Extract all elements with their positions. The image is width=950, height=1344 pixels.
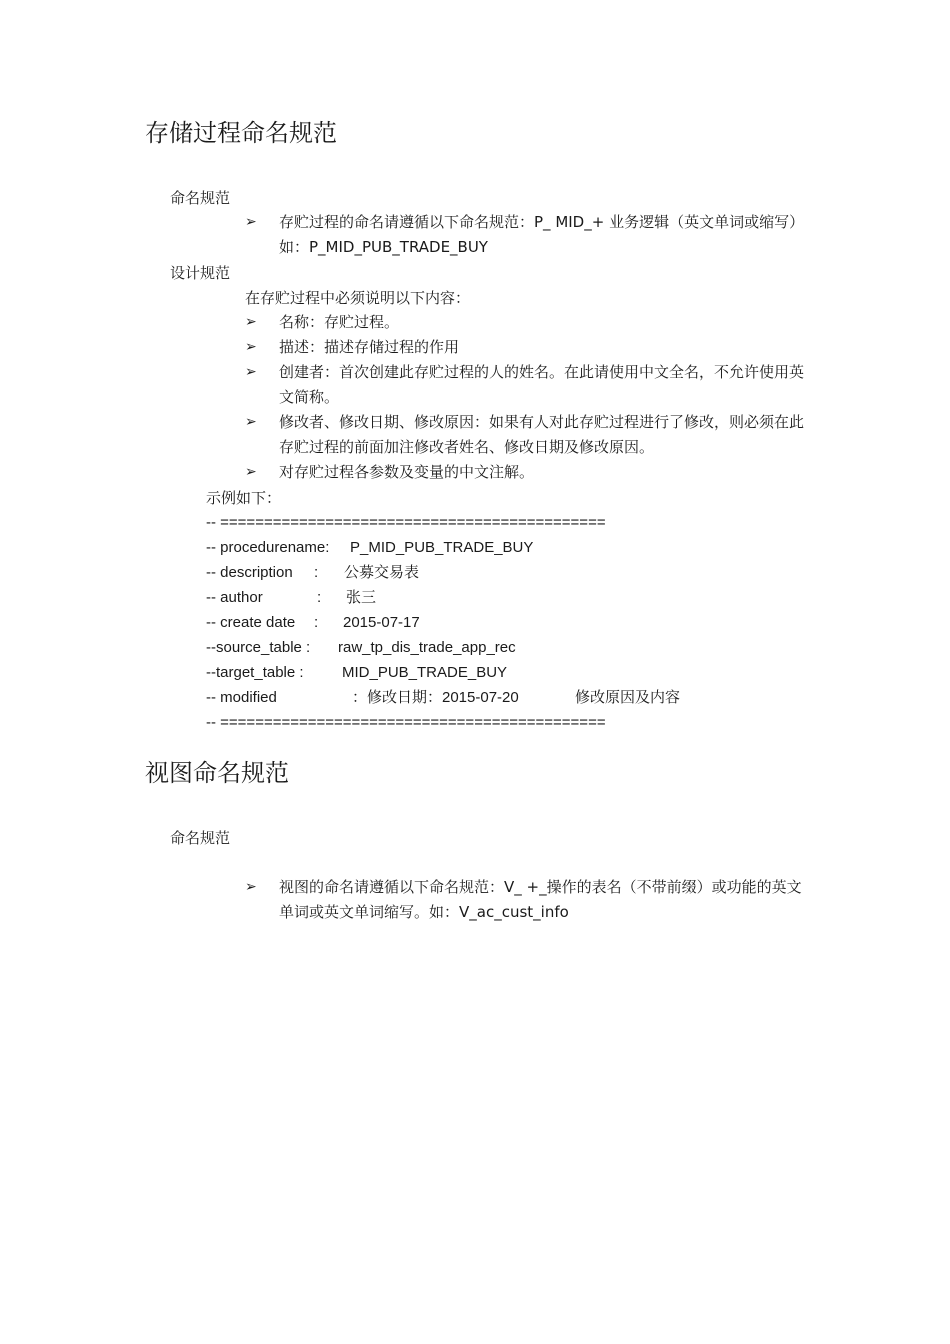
naming-heading: 命名规范 (170, 189, 231, 207)
example-value: MID_PUB_TRADE_BUY (342, 664, 508, 681)
bullet-text: 创建者：首次创建此存贮过程的人的姓名。在此请使用中文全名，不允许使用英文简称。 (279, 363, 805, 406)
example-value: 2015-07-17 (343, 614, 420, 631)
example-value: 张三 (346, 589, 377, 606)
example-key: -- description (206, 564, 293, 581)
example-key: -- modified (206, 689, 277, 706)
bullet-text: 描述：描述存储过程的作用 (279, 338, 460, 356)
arrowhead-bullet-icon: ➢ (245, 339, 257, 355)
bullet-text: 修改者、修改日期、修改原因：如果有人对此存贮过程进行了修改，则必须在此存贮过程的前面加注修改者姓名、修改日期及修改原因。 (279, 413, 805, 456)
example-separator: : (314, 564, 319, 581)
example-value: 公募交易表 (344, 564, 420, 581)
arrowhead-bullet-icon: ➢ (245, 414, 257, 430)
example-key: -- author (206, 589, 263, 606)
example-key: -- create date (206, 614, 296, 631)
example-value: ：修改日期：2015-07-20 (352, 689, 519, 706)
bullet-text: 对存贮过程各参数及变量的中文注解。 (279, 463, 535, 481)
bullet-text: 名称：存贮过程。 (279, 313, 400, 331)
design-heading: 设计规范 (170, 264, 231, 282)
bullet-text: 存贮过程的命名请遵循以下命名规范：P_ MID_+ 业务逻辑（英文单词或缩写） 如：P_MID_PUB_TRADE_BUY (279, 213, 805, 256)
example-value: raw_tp_dis_trade_app_rec (338, 639, 516, 656)
example-border-top: -- ============================================ (206, 514, 606, 531)
example-value: P_MID_PUB_TRADE_BUY (350, 539, 534, 556)
example-source-table-line (206, 638, 606, 658)
example-separator: : (314, 614, 319, 631)
example-target-table-line (206, 663, 606, 683)
design-intro: 在存贮过程中必须说明以下内容： (245, 289, 471, 307)
example-label: 示例如下： (206, 489, 282, 507)
arrowhead-bullet-icon: ➢ (245, 314, 257, 330)
example-border-bottom: -- ============================================ (206, 714, 606, 731)
arrowhead-bullet-icon: ➢ (245, 214, 257, 230)
section-title-stored-procedure: 存储过程命名规范 (145, 119, 337, 147)
example-procedurename-line (206, 538, 606, 558)
example-modified-reason: 修改原因及内容 (575, 689, 681, 706)
example-author-line (206, 588, 606, 608)
example-modified-line (206, 688, 706, 708)
bullet-text: 视图的命名请遵循以下命名规范：V_ +_操作的表名（不带前缀）或功能的英文单词或英文单词缩写。如：V_ac_cust_info (279, 878, 802, 921)
naming-heading: 命名规范 (170, 829, 231, 847)
example-description-line (206, 563, 606, 583)
example-key: -- procedurename: (206, 539, 330, 556)
section-title-view: 视图命名规范 (145, 759, 289, 787)
example-create-date-line (206, 613, 606, 633)
example-key: --source_table : (206, 639, 311, 656)
arrowhead-bullet-icon: ➢ (245, 879, 257, 895)
example-separator: : (317, 589, 322, 606)
example-key: --target_table : (206, 664, 304, 681)
arrowhead-bullet-icon: ➢ (245, 364, 257, 380)
arrowhead-bullet-icon: ➢ (245, 464, 257, 480)
